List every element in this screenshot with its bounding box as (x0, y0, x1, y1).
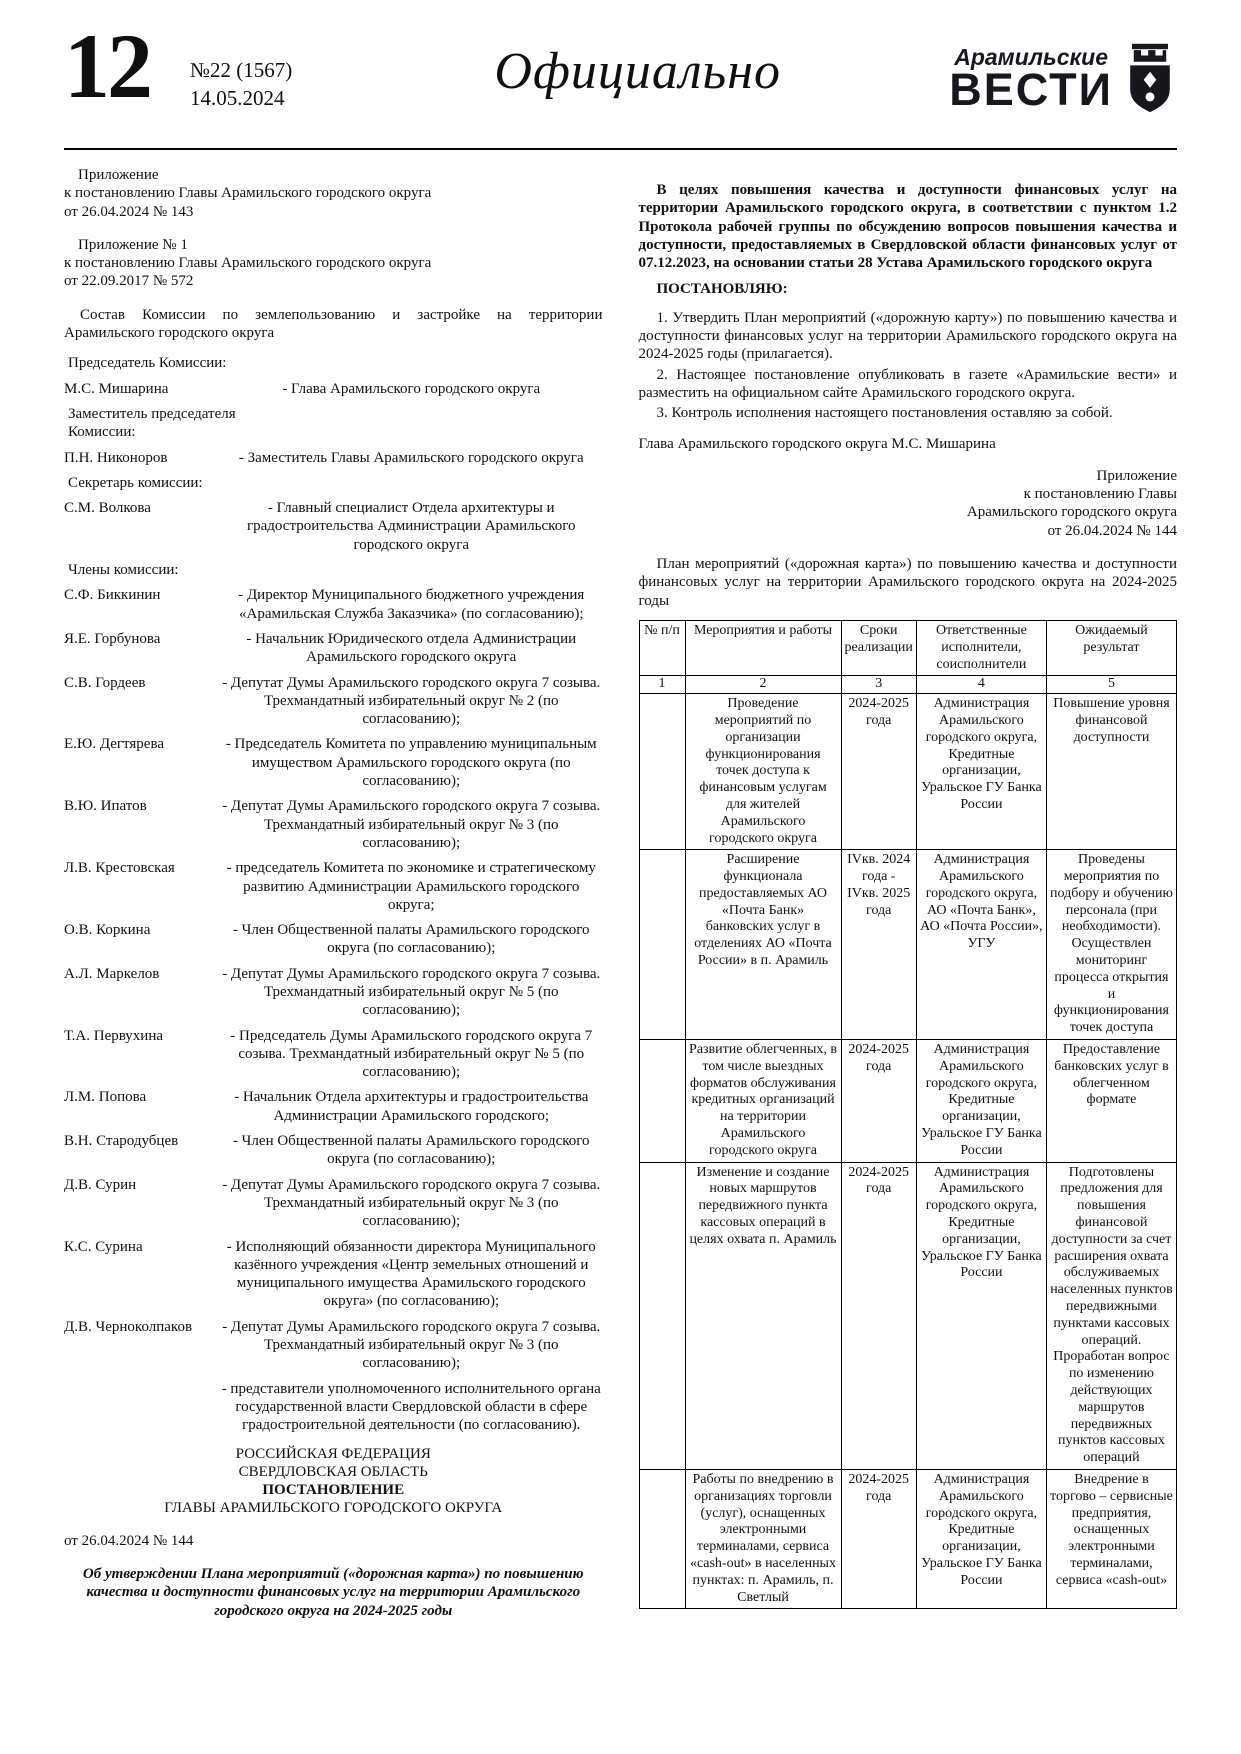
member-description: - Член Общественной палаты Арамильского городского округа (по согласованию); (232, 1133, 590, 1168)
member-description: - Член Общественной палаты Арамильского городского округа (по согласованию); (232, 922, 590, 957)
commission-composition-intro: Состав Комиссии по землепользованию и застройке на территории Арамильского городского округа (64, 306, 603, 342)
list-item (64, 921, 603, 958)
order-items (639, 309, 1178, 423)
member-name: К.С. Сурина (64, 1238, 143, 1255)
member-name (64, 1380, 220, 1435)
member-name: С.В. Гордеев (64, 674, 146, 691)
member-name: А.Л. Маркелов (64, 965, 160, 982)
member-name: Л.М. Попова (64, 1089, 147, 1106)
cell-term: IVкв. 2024 года - IVкв. 2025 года (841, 850, 916, 1040)
table-header-row (639, 620, 1177, 675)
member-description: - Главный специалист Отдела архитектуры и градостроительства Администрации Арамильского городского округа (246, 500, 576, 553)
member-role: Председатель Комиссии: (68, 355, 227, 372)
plan-table-body (639, 694, 1177, 1609)
resolution-subject: Об утверждении Плана мероприятий («дорожная карта») по повышению качества и доступности финансовых услуг на территории Арамильского городского округа на 2024-2025 годы (82, 1566, 584, 1619)
member-row (64, 1318, 603, 1373)
member-description: - Депутат Думы Арамильского городского округа 7 созыва. Трехмандатный избирательный округ № 2 (по согласованию); (222, 674, 601, 728)
col-header-result: Ожидаемый результат (1046, 620, 1176, 675)
numbering-cell: 3 (841, 676, 916, 694)
col-header-responsible: Ответственные исполнители, соисполнители (916, 620, 1046, 675)
annex-line: Арамильского городского округа (966, 504, 1177, 521)
cell-term: 2024-2025 года (841, 1469, 916, 1608)
cell-term: 2024-2025 года (841, 694, 916, 850)
member-row (64, 1027, 603, 1082)
commission-members-list (64, 354, 603, 1434)
resolve-word: ПОСТАНОВЛЯЮ: (656, 281, 788, 298)
list-item (64, 1088, 603, 1125)
heading-line: ГЛАВЫ АРАМИЛЬСКОГО ГОРОДСКОГО ОКРУГА (164, 1500, 503, 1517)
cell-responsible: Администрация Арамильского городского округа, Кредитные организации, Уральское ГУ Банка России (916, 694, 1046, 850)
cell-number (639, 1162, 685, 1469)
list-item (64, 674, 603, 729)
member-name: Я.Е. Горбунова (64, 630, 161, 647)
masthead (64, 15, 1177, 146)
member-description: - Депутат Думы Арамильского городского округа 7 созыва. Трехмандатный избирательный округ № 3 (по согласованию); (222, 1318, 601, 1372)
order-item: 2. Настоящее постановление опубликовать в газете «Арамильские вести» и разместить на официальном сайте Арамильского городского округа. (638, 366, 1177, 401)
cell-number (639, 1469, 685, 1608)
member-name: Т.А. Первухина (64, 1027, 164, 1044)
list-item (64, 859, 603, 914)
cell-term: 2024-2025 года (841, 1040, 916, 1163)
city-crest-icon (1123, 42, 1177, 114)
table-numbering-row (639, 676, 1177, 694)
newspaper-logo (949, 42, 1177, 114)
member-description: - Председатель Комитета по управлению муниципальным имуществом Арамильского городского округа (по согласованию); (225, 736, 597, 790)
cell-result: Проведены мероприятия по подбору и обучению персонала (при необходимости). Осуществлен мониторинг процесса открытия и функционирования точек доступа (1046, 850, 1176, 1040)
newspaper-logo-text (949, 43, 1113, 115)
list-item (64, 405, 603, 467)
member-description: - Депутат Думы Арамильского городского округа 7 созыва. Трехмандатный избирательный округ № 5 (по согласованию); (222, 965, 601, 1019)
issue-date: 14.05.2024 (190, 86, 285, 111)
annex-reference-572 (64, 236, 603, 291)
resolution-date: от 26.04.2024 № 144 (64, 1532, 194, 1549)
list-item (64, 1318, 603, 1373)
list-item (64, 1380, 603, 1435)
cell-result: Предоставление банковских услуг в облегченном формате (1046, 1040, 1176, 1163)
cell-result: Внедрение в торгово – сервисные предприятия, оснащенных электронными терминалами, сервиса «cash-out» (1046, 1469, 1176, 1608)
member-row (64, 1176, 603, 1231)
member-name: О.В. Коркина (64, 922, 151, 939)
cell-activity: Развитие облегченных, в том числе выездных форматов обслуживания кредитных организаций на территории Арамильского городского округа (685, 1040, 841, 1163)
annex-line: Приложение (1096, 467, 1177, 484)
list-item (64, 1027, 603, 1082)
list-item (64, 735, 603, 790)
order-item: 1. Утвердить План мероприятий («дорожную карту») по повышению качества и доступности финансовых услуг на территории Арамильского городского округа на 2024-2025 годы (прилагается). (638, 309, 1177, 363)
member-row (64, 1088, 603, 1125)
member-description: - Начальник Отдела архитектуры и градостроительства Администрации Арамильского городского; (234, 1089, 589, 1124)
cell-result: Повышение уровня финансовой доступности (1046, 694, 1176, 850)
annex-line: от 26.04.2024 № 144 (1047, 522, 1177, 539)
member-name: С.Ф. Биккинин (64, 587, 161, 604)
heading-line: ПОСТАНОВЛЕНИЕ (262, 1482, 405, 1499)
right-column (639, 166, 1178, 1635)
cell-result: Подготовлены предложения для повышения финансовой доступности за счет расширения охвата обслуживаемых населенных пунктов передвижными пунктами кассовых операций. Проработан вопрос по изменению действующих маршрутов передвижных пунктов кассовых операций (1046, 1162, 1176, 1469)
cell-number (639, 850, 685, 1040)
brand-name-top: Арамильские (954, 43, 1109, 70)
list-item (64, 630, 603, 667)
list-item (64, 474, 603, 554)
member-row (64, 797, 603, 852)
table-row (639, 1469, 1177, 1608)
numbering-cell: 2 (685, 676, 841, 694)
left-column (64, 166, 603, 1635)
cell-number (639, 694, 685, 850)
cell-responsible: Администрация Арамильского городского округа, АО «Почта Банк», АО «Почта России», УГУ (916, 850, 1046, 1040)
member-row (64, 859, 603, 914)
masthead-divider (64, 148, 1177, 150)
list-item (64, 354, 603, 398)
list-item (64, 1132, 603, 1169)
annex-line: к постановлению Главы Арамильского городского округа (64, 255, 432, 272)
member-row (64, 499, 603, 554)
annex-reference-144 (639, 467, 1178, 540)
member-name: Е.Ю. Дегтярева (64, 736, 165, 753)
annex-reference-143 (64, 166, 603, 221)
order-item: 3. Контроль исполнения настоящего постановления оставляю за собой. (656, 405, 1113, 422)
member-row (64, 1380, 603, 1435)
cell-responsible: Администрация Арамильского городского округа, Кредитные организации, Уральское ГУ Банка России (916, 1162, 1046, 1469)
member-name: П.Н. Никоноров (64, 449, 168, 466)
table-row (639, 694, 1177, 850)
list-item (64, 561, 603, 623)
brand-name-bottom: ВЕСТИ (949, 63, 1113, 115)
list-item (64, 1238, 603, 1311)
resolution-heading (64, 1445, 603, 1518)
member-row (64, 1238, 603, 1311)
annex-line: к постановлению Главы (1023, 486, 1177, 503)
list-item (64, 1176, 603, 1231)
member-row (64, 674, 603, 729)
numbering-cell: 1 (639, 676, 685, 694)
heading-line: СВЕРДЛОВСКАЯ ОБЛАСТЬ (238, 1463, 428, 1480)
cell-activity: Изменение и создание новых маршрутов передвижного пункта кассовых операций в целях охвата п. Арамиль (685, 1162, 841, 1469)
member-description: - Депутат Думы Арамильского городского округа 7 созыва. Трехмандатный избирательный округ № 3 (по согласованию); (222, 798, 601, 851)
col-header-term: Сроки реализации (841, 620, 916, 675)
member-description: - Заместитель Главы Арамильского городского округа (238, 449, 584, 466)
table-row (639, 850, 1177, 1040)
member-role: Заместитель председателя Комиссии: (68, 405, 236, 441)
member-description: - Депутат Думы Арамильского городского округа 7 созыва. Трехмандатный избирательный округ № 3 (по согласованию); (222, 1176, 601, 1230)
cell-responsible: Администрация Арамильского городского округа, Кредитные организации, Уральское ГУ Банка России (916, 1040, 1046, 1163)
annex-line: Приложение (78, 167, 159, 183)
heading-line: РОССИЙСКАЯ ФЕДЕРАЦИЯ (235, 1445, 431, 1462)
plan-table-head (639, 620, 1177, 693)
plan-title: План мероприятий («дорожная карта») по повышению качества и доступности финансовых услуг на территории Арамильского городского округа на 2024-2025 годы (638, 556, 1177, 609)
member-row (64, 1132, 603, 1169)
member-row (64, 449, 603, 467)
resolution-preamble: В целях повышения качества и доступности финансовых услуг на территории Арамильского городского округа, в соответствии с пунктом 1.2 Протокола рабочей группы по обсуждению вопросов повышения качества и доступности, предоставляемых в Свердловской области финансовых услуг от 07.12.2023, на основании статьи 28 Устава Арамильского городского округа (638, 182, 1177, 272)
numbering-cell: 5 (1046, 676, 1176, 694)
cell-number (639, 1040, 685, 1163)
member-role: Члены комиссии: (68, 562, 179, 579)
cell-activity: Проведение мероприятий по организации функционирования точек доступа к финансовым услугам для жителей Арамильского городского округа (685, 694, 841, 850)
col-header-number: № п/п (639, 620, 685, 675)
member-row (64, 586, 603, 623)
member-description: - Начальник Юридического отдела Администрации Арамильского городского округа (246, 630, 577, 666)
member-description: - представители уполномоченного исполнительного органа государственной власти Свердловской области в сфере градостроительной деятельности (по согласованию). (221, 1380, 601, 1434)
page-body (64, 166, 1177, 1635)
issue-number: №22 (1567) (190, 58, 293, 82)
member-name: Д.В. Черноколпаков (64, 1318, 193, 1335)
member-description: - Директор Муниципального бюджетного учреждения «Арамильская Служба Заказчика» (по согласованию); (238, 587, 585, 622)
cell-activity: Расширение функционала предоставляемых АО «Почта Банк» банковских услуг в отделениях АО «Почта России» в п. Арамиль (685, 850, 841, 1040)
member-row (64, 380, 603, 398)
member-name: М.С. Мишарина (64, 380, 169, 397)
list-item (64, 965, 603, 1020)
table-row (639, 1162, 1177, 1469)
member-name: В.Ю. Ипатов (64, 798, 147, 815)
plan-table (639, 620, 1178, 1609)
member-row (64, 965, 603, 1020)
cell-activity: Работы по внедрению в организациях торговли (услуг), оснащенных электронными терминалами, сервиса «cash-out» в населенных пунктах: п. Арамиль, п. Светлый (685, 1469, 841, 1608)
annex-line: к постановлению Главы Арамильского городского округа (64, 185, 432, 202)
member-description: - Исполняющий обязанности директора Муниципального казённого учреждения «Центр земельных отношений и муниципального имущества Арамильского городского округа» (по согласованию); (226, 1238, 596, 1310)
numbering-cell: 4 (916, 676, 1046, 694)
member-row (64, 630, 603, 667)
annex-line: от 22.09.2017 № 572 (64, 273, 194, 290)
section-title: Официально (494, 43, 782, 100)
table-row (639, 1040, 1177, 1163)
annex-line: Приложение № 1 (78, 236, 188, 253)
member-description: - Глава Арамильского городского округа (282, 380, 541, 397)
signature-line: Глава Арамильского городского округа М.С. Мишарина (638, 435, 996, 452)
page-number: 12 (64, 15, 150, 117)
cell-responsible: Администрация Арамильского городского округа, Кредитные организации, Уральское ГУ Банка России (916, 1469, 1046, 1608)
member-name: С.М. Волкова (64, 500, 151, 517)
annex-line: от 26.04.2024 № 143 (64, 203, 194, 220)
member-name: Л.В. Крестовская (64, 860, 175, 877)
member-description: - Председатель Думы Арамильского городского округа 7 созыва. Трехмандатный избирательный округ № 5 (по согласованию); (230, 1027, 593, 1081)
issue-block (190, 56, 292, 113)
cell-term: 2024-2025 года (841, 1162, 916, 1469)
member-row (64, 921, 603, 958)
member-row (64, 735, 603, 790)
member-name: Д.В. Сурин (64, 1176, 137, 1193)
member-name: В.Н. Стародубцев (64, 1133, 179, 1150)
col-header-activity: Мероприятия и работы (685, 620, 841, 675)
member-role: Секретарь комиссии: (68, 474, 203, 491)
list-item (64, 797, 603, 852)
member-description: - председатель Комитета по экономике и стратегическому развитию Администрации Арамильского городского округа; (226, 860, 596, 913)
